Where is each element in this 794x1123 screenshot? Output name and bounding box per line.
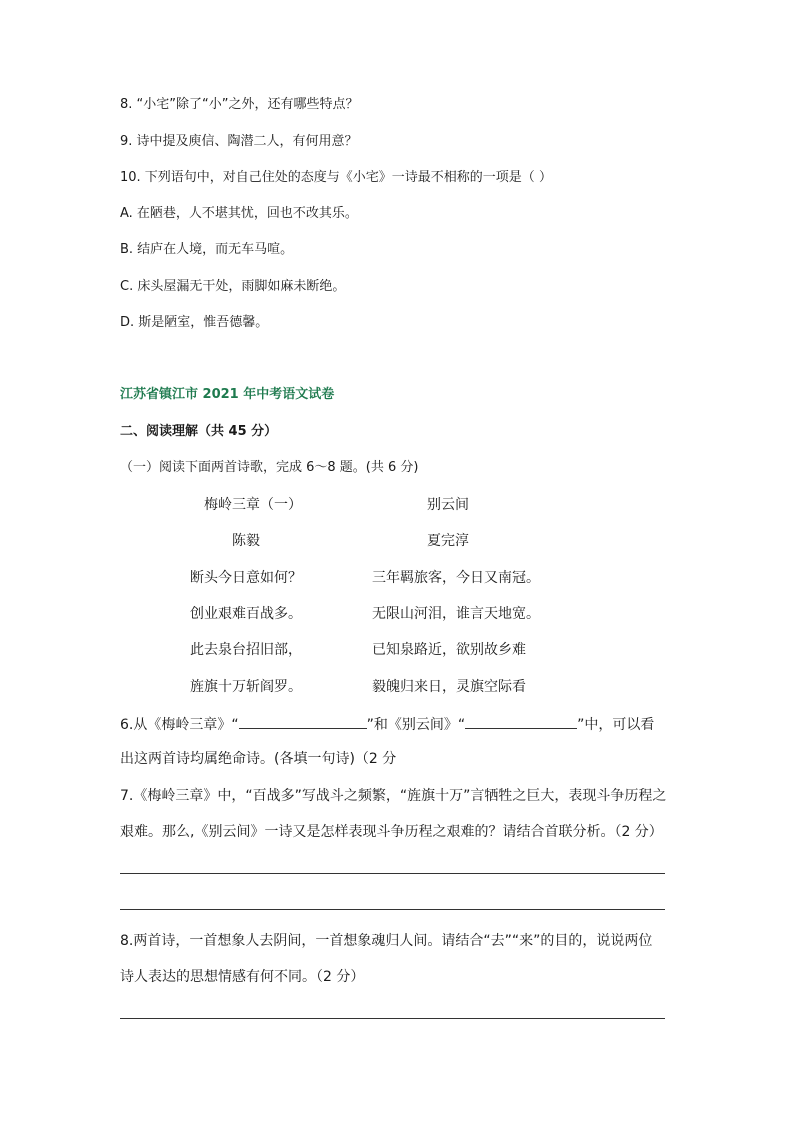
- option-d: D. 斯是陋室，惟吾德馨。: [120, 315, 269, 330]
- question-7-line1: 7.《梅岭三章》中，“百战多”写战斗之频繁，“旌旗十万”言牺牲之巨大，表现斗争历程之: [120, 788, 667, 804]
- question-6-line1: [120, 714, 654, 734]
- poem-left-title: 梅岭三章（一）: [204, 497, 302, 513]
- question-6-line2: 出这两首诗均属绝命诗。(各填一句诗)（2 分: [120, 751, 397, 767]
- poem-right-line: 毅魄归来日，灵旗空际看: [372, 679, 526, 695]
- poem-right-line: 已知泉路近，欲别故乡难: [372, 642, 526, 658]
- question-8-xiaozhai: 8. “小宅”除了“小”之外，还有哪些特点？: [120, 97, 359, 112]
- q6-part3: ”中，可以看: [577, 717, 655, 733]
- section-instruction: （一）阅读下面两首诗歌，完成 6～8 题。(共 6 分): [120, 460, 419, 475]
- answer-line[interactable]: [120, 873, 665, 874]
- answer-line[interactable]: [120, 1018, 665, 1019]
- poem-left-line: 创业艰难百战多。: [190, 606, 302, 622]
- exam-title: 江苏省镇江市 2021 年中考语文试卷: [120, 387, 335, 402]
- poem-left-line: 断头今日意如何？: [190, 570, 302, 586]
- answer-line[interactable]: [120, 909, 665, 910]
- section-heading: 二、阅读理解（共 45 分）: [120, 424, 278, 439]
- question-9: 9. 诗中提及庾信、陶潜二人，有何用意？: [120, 134, 358, 149]
- option-a: A. 在陋巷，人不堪其忧，回也不改其乐。: [120, 206, 358, 221]
- q6-part1: 6.从《梅岭三章》“: [120, 717, 239, 733]
- option-c: C. 床头屋漏无干处，雨脚如麻未断绝。: [120, 279, 346, 294]
- poem-left-line: 旌旗十万斩阎罗。: [190, 679, 302, 695]
- question-10: 10. 下列语句中，对自己住处的态度与《小宅》一诗最不相称的一项是（ ）: [120, 170, 552, 185]
- question-8-poems-line2: 诗人表达的思想情感有何不同。（2 分）: [120, 969, 365, 985]
- poem-left-author: 陈毅: [232, 533, 260, 549]
- question-8-poems-line1: 8.两首诗，一首想象人去阴间，一首想象魂归人间。请结合“去”“来”的目的，说说两位: [120, 933, 653, 949]
- poem-right-line: 无限山河泪，谁言天地宽。: [372, 606, 540, 622]
- poem-left-line: 此去泉台招旧部，: [190, 642, 302, 658]
- poem-right-line: 三年羁旅客，今日又南冠。: [372, 570, 540, 586]
- poem-right-author: 夏完淳: [427, 533, 469, 549]
- q6-blank-2[interactable]: [465, 714, 577, 729]
- question-7-line2: 艰难。那么,《别云间》一诗又是怎样表现斗争历程之艰难的？请结合首联分析。（2 分）: [120, 824, 663, 840]
- poem-right-title: 别云间: [427, 497, 469, 513]
- q6-part2: ”和《别云间》“: [366, 717, 466, 733]
- option-b: B. 结庐在人境，而无车马喧。: [120, 242, 294, 257]
- q6-blank-1[interactable]: [239, 714, 367, 729]
